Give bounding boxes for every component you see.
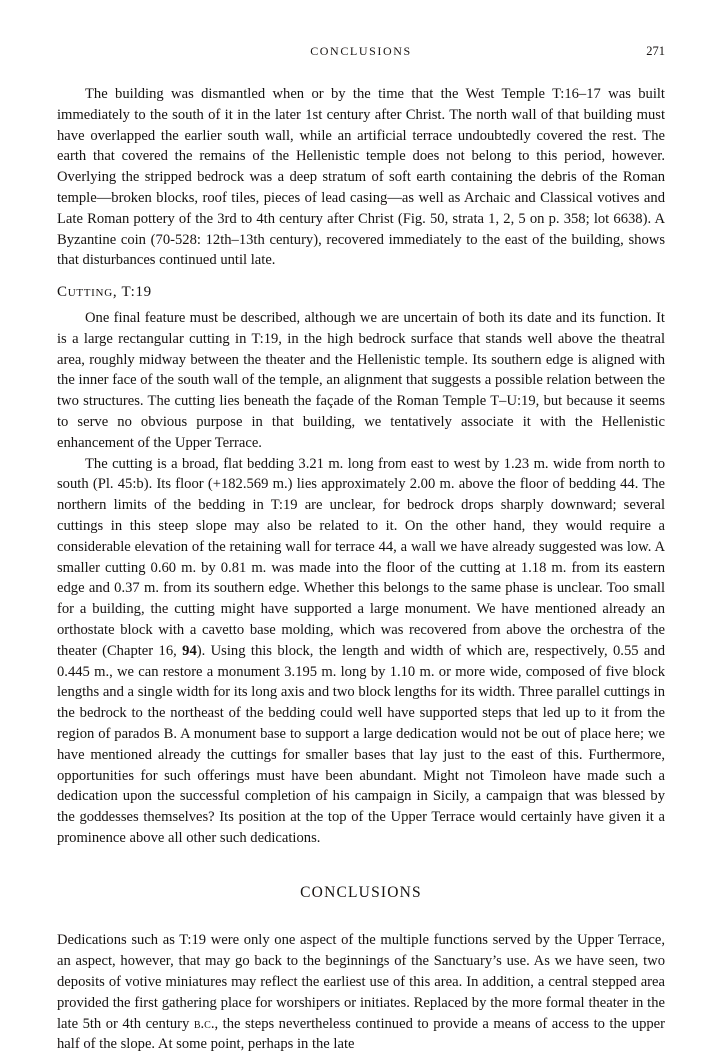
paragraph-one-final-feature: One final feature must be described, although we are uncertain of both its date and its function. It is a large rectangular cutting in T:19, in the high bedrock surface that stands well above the theatral area, roughly midway between the theater and the Hellenistic temple. Its southern edge is aligned with the inner face of the south wall of the temple, an alignment that suggests a possible relation between the two structures. The cutting lies beneath the façade of the Roman Temple T–U:19, but because it seems to serve no obvious purpose in that building, we tentatively associate it with the Hellenistic enhancement of the Upper Terrace.: [57, 309, 665, 451]
text-run-b: 94: [182, 642, 197, 659]
running-head: [57, 44, 665, 60]
page-number: 271: [646, 44, 665, 58]
text-run: ). Using this block, the length and width of which are, respectively, 0.55 and 0.445 m., we can restore a monument 3.195 m. long by 1.10 m. or more wide, composed of five block lengths and a single width for its long axis and two block lengths for its width. Three parallel cuttings in the bedrock to the northeast of the bedding could well have supported steps that led up to it from the region of parados B. A monument base to support a large dedication would not be out of place here; we have mentioned already the cuttings for smaller bases that lay just to the east of this. Furthermore, opportunities for such offerings must have been abundant. Might not Timoleon have made such a dedication upon the successful completion of his campaign in Sicily, a campaign that was blessed by the goddesses themselves? Its position at the top of the Upper Terrace would certainly have given it a prominence above all other such dedications.: [57, 642, 665, 846]
paragraph-cutting-measurements: [57, 454, 665, 849]
text-run: , the steps nevertheless continued to provide a means of access to the upper half of the slope. At some point, perhaps in the late: [57, 1015, 665, 1053]
paragraph-dedications: [57, 930, 665, 1055]
page-body: [57, 84, 665, 1055]
text-run-sc: b.c.: [193, 1015, 215, 1032]
section-heading-cutting-t19: Cutting, T:19: [57, 284, 152, 301]
paragraph-building-dismantled: The building was dismantled when or by the time that the West Temple T:16–17 was built immediately to the south of it in the later 1st century after Christ. The north wall of that building must have overlapped the earlier south wall, while an artificial terrace undoubtedly covered the rest. The earth that covered the remains of the Hellenistic temple does not belong to this period, however. Overlying the stripped bedrock was a deep stratum of soft earth containing the debris of the Roman temple—broken blocks, roof tiles, pieces of lead casing—as well as Archaic and Classical votives and Late Roman pottery of the 3rd to 4th century after Christ (Fig. 50, strata 1, 2, 5 on p. 358; lot 6638). A Byzantine coin (70-528: 12th–13th century), recovered immediately to the east of the building, shows that disturbances continued until late.: [57, 86, 665, 269]
text-run: Dedications such as T:19 were only one aspect of the multiple functions served by the Upper Terrace, an aspect, however, that may go back to the beginnings of the Sanctuary’s use. As we have seen, two deposits of votive miniatures may reflect the earliest use of this area. In addition, a central stepped area provided the first gathering place for worshipers or initiates. Replaced by the more formal theater in the late 5th or 4th century: [57, 932, 665, 1032]
conclusions-section-heading: CONCLUSIONS: [300, 883, 422, 901]
running-head-title: CONCLUSIONS: [310, 44, 412, 58]
text-run: The cutting is a broad, flat bedding 3.21 m. long from east to west by 1.23 m. wide from north to south (Pl. 45:b). Its floor (+182.569 m.) lies approximately 2.00 m. above the floor of bedding 44. The northern limits of the bedding in T:19 are unclear, for bedrock drops sharply downward; several cuttings in this steep slope may also be related to it. On the other hand, they would require a considerable elevation of the retaining wall for terrace 44, a wall we have already suggested was low. A smaller cutting 0.60 m. by 0.81 m. was made into the floor of the cutting at 1.18 m. from its eastern edge and 0.37 m. from its southern edge. Whether this belongs to the same phase is unclear. Too small for a building, the cutting might have supported a large monument. We have mentioned already an orthostate block with a cavetto base molding, which was recovered from above the orchestra of the theater (Chapter 16,: [57, 455, 665, 659]
